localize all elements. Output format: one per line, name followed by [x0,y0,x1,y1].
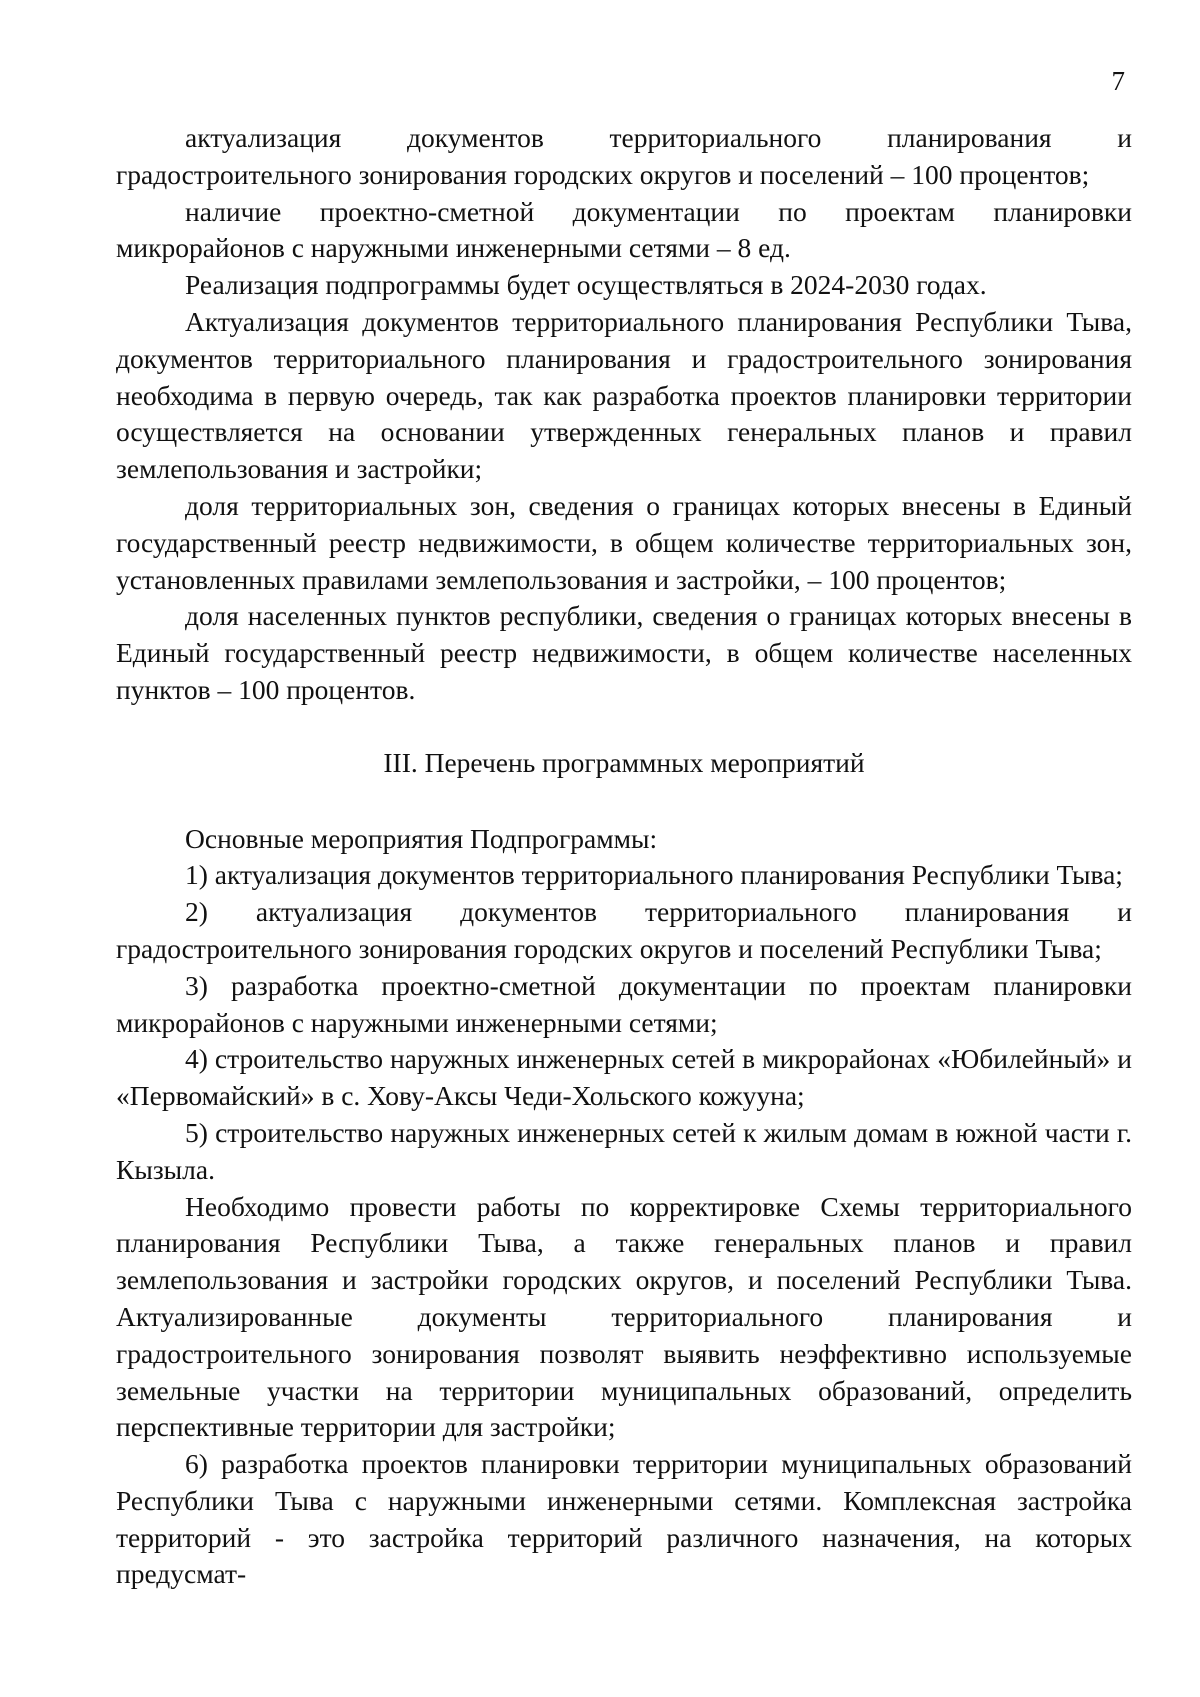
paragraph-design-documentation: наличие проектно-сметной документации по проектам планировки микрорайонов с наружными инженерными сетями – 8 ед. [116,195,1132,264]
list-item-5: 5) строительство наружных инженерных сетей к жилым домам в южной части г. Кызыла. [116,1116,1132,1185]
paragraph-main-activities-intro: Основные мероприятия Подпрограммы: [185,822,658,854]
page-number: 7 [1111,66,1125,96]
document-body [116,120,1132,1593]
list-item-4: 4) строительство наружных инженерных сетей в микрорайонах «Юбилейный» и «Первомайский» в с. Хову-Аксы Чеди-Хольского кожууна; [116,1043,1132,1112]
list-item-6: 6) разработка проектов планировки территории муниципальных образований Республики Тыва с наружными инженерными сетями. Комплексная застройка территорий - это застройка территорий различного назначения, на которых предусмат- [116,1448,1132,1590]
list-item-1: 1) актуализация документов территориального планирования Республики Тыва; [185,859,1123,891]
list-item-3: 3) разработка проектно-сметной документации по проектам планировки микрорайонов с наружными инженерными сетями; [116,969,1132,1038]
paragraph-territorial-zones-share: доля территориальных зон, сведения о границах которых внесены в Единый государственный реестр недвижимости, в общем количестве территориальных зон, установленных правилами землепользования и застройки, – 100 процентов; [116,489,1132,595]
list-item-2: 2) актуализация документов территориального планирования и градостроительного зонирования городских округов и поселений Республики Тыва; [116,896,1132,964]
section-heading: III. Перечень программных мероприятий [383,746,865,778]
paragraph-implementation-period: Реализация подпрограммы будет осуществляться в 2024-2030 годах. [185,269,987,301]
paragraph-actualization-percent: актуализация документов территориального планирования и градостроительного зонирования городских округов и поселений – 100 процентов; [116,122,1132,190]
paragraph-settlements-share: доля населенных пунктов республики, сведения о границах которых внесены в Единый государственный реестр недвижимости, в общем количестве населенных пунктов – 100 процентов. [116,600,1132,705]
paragraph-correction-works: Необходимо провести работы по корректировке Схемы территориального планирования Республики Тыва, а также генеральных планов и правил землепользования и застройки городских округов, и поселений Республики Тыва. Актуализированные документы территориального планирования и градостроительного зонирования позволят выявить неэффективно используемые земельные участки на территории муниципальных образований, определить перспективные территории для застройки; [116,1190,1132,1443]
paragraph-actualization-need: Актуализация документов территориального планирования Республики Тыва, документов территориального планирования и градостроительного зонирования необходима в первую очередь, так как разработка проектов планировки территории осуществляется на основании утвержденных генеральных планов и правил землепользования и застройки; [116,305,1132,485]
